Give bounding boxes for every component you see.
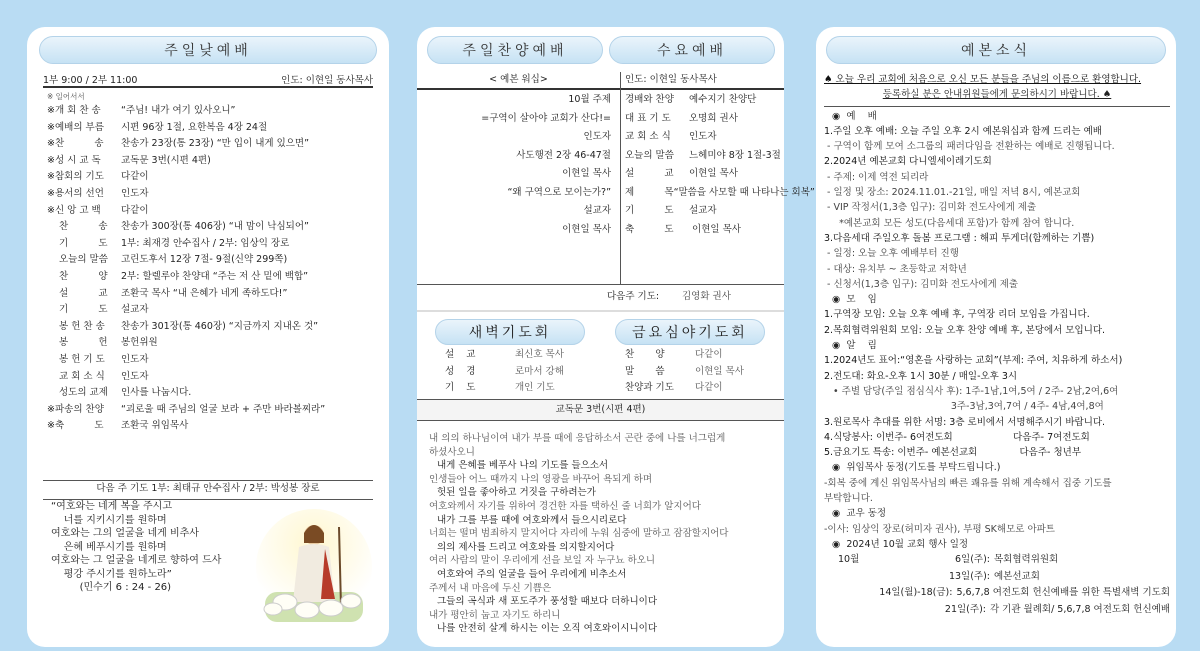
news-item: - 일정 및 장소: 2024.11.01.-21일, 매일 저녁 8시, 예본교회 <box>824 187 1081 199</box>
schedule-date: 14일(월)-18(금): <box>879 587 953 599</box>
order-value: “주님! 내가 여기 있사오니” <box>121 105 236 116</box>
prayer-value: 개인 기도 <box>515 382 555 394</box>
order-value: 2부: 할렐루야 찬양대 “주는 저 산 밑에 백합” <box>121 270 309 282</box>
order-value: 조환국 위임목사 <box>121 420 189 432</box>
news-item: 1.구역장 모임: 오늘 오후 예배 후, 구역장 리더 모임을 가집니다. <box>824 309 1090 321</box>
october-schedule <box>824 552 1170 618</box>
wednesday-item <box>625 91 784 110</box>
responsive-reading <box>429 432 775 636</box>
shepherd-illustration <box>255 507 373 627</box>
reading-line: 헛된 일을 좋아하고 거짓을 구하려는가 <box>437 487 596 499</box>
reading-line: 여러 사람의 말이 우리에게 선을 보일 자 누구뇨 하오니 <box>429 555 656 567</box>
verse-line: 평강 주시기를 원하노라” <box>51 568 172 580</box>
divider <box>824 106 1170 107</box>
reading-line: 내 의의 하나님이여 내가 부를 때에 응답하소서 곤란 중에 나를 너그럽게 <box>429 433 726 444</box>
schedule-item <box>824 552 1170 569</box>
prayer-value: 다같이 <box>695 382 723 394</box>
evening-item: 이현일 목사 <box>562 223 611 235</box>
worship-time-row <box>43 72 373 86</box>
news-item: - 일정: 오늘 오후 예배부터 진행 <box>824 248 959 260</box>
schedule-event: 예본선교회 <box>994 570 1040 582</box>
next-prayer-name: 김영화 권사 <box>682 291 731 302</box>
order-item <box>47 136 377 153</box>
wednesday-label: 경배와 찬양 <box>625 94 674 105</box>
prayer-item <box>445 347 595 364</box>
order-item <box>47 319 377 336</box>
news-item: • 주별 담당(주일 점심식사 후): 1주-1남,1여,5여 / 2주- 2남,2여,6여 <box>824 385 1119 397</box>
order-item <box>47 203 377 220</box>
news-section-heading: ◉ 2024년 10월 교회 행사 일정 <box>832 538 969 550</box>
divider <box>417 310 784 312</box>
news-section-heading: ◉ 예 배 <box>832 110 877 122</box>
welcome-line-1: ♠ 오늘 우리 교회에 처음으로 오신 모든 분들을 주님의 이름으로 환영합니다. <box>824 74 1142 85</box>
order-value: 찬송가 300장(통 406장) “내 맘이 낙심되어” <box>121 221 309 233</box>
news-section-heading: ◉ 알 림 <box>832 340 877 352</box>
order-label: ※성 시 교 독 <box>47 154 101 166</box>
verse-line: 너를 지키시기를 원하며 <box>51 514 167 526</box>
news-item: 2.2024년 예본교회 다니엘세이레기도회 <box>824 156 992 168</box>
schedule-event: 목회협력위원회 <box>994 554 1059 566</box>
order-value: 교독문 3번(시편 4편) <box>121 154 211 166</box>
prayer-value: 이현일 목사 <box>695 365 744 377</box>
reading-line: 주께서 내 마음에 두신 기쁨은 <box>429 582 552 594</box>
verse-line: 은혜 베푸시기를 원하며 <box>51 541 167 553</box>
schedule-event: 각 기관 월례회/ 5,6,7,8 여전도회 헌신예배 <box>989 603 1170 615</box>
wednesday-value: 이현일 목사 <box>689 223 741 235</box>
order-value: 인도자 <box>121 370 149 382</box>
order-item <box>47 252 377 269</box>
wednesday-label: 오늘의 말씀 <box>625 149 674 161</box>
prayer-label: 성 경 <box>445 365 476 377</box>
news-item: 4.식당봉사: 이번주- 6여전도회 다음주- 7여전도회 <box>824 431 1090 443</box>
schedule-month <box>824 602 863 619</box>
order-item <box>47 418 377 435</box>
order-label: 봉 헌 찬 송 <box>59 320 105 332</box>
news-item: - 주제: 이제 역전 되리라 <box>824 171 929 183</box>
news-item: 1.2024년도 표어:“영혼을 사랑하는 교회”(부제: 주여, 치유하게 하소서) <box>824 355 1123 367</box>
news-item: - 대상: 유치부 ~ 초등학교 저학년 <box>824 263 967 275</box>
order-item <box>47 352 377 369</box>
order-label: 봉 헌 <box>59 337 108 349</box>
reading-line: 인생들아 어느 때까지 나의 영광을 바꾸어 욕되게 하며 <box>429 473 653 485</box>
order-value: “괴로울 때 주님의 얼굴 보라 + 주만 바라볼찌라” <box>121 403 326 415</box>
order-label: 찬 송 <box>59 221 108 233</box>
worship-time: 1부 9:00 / 2부 11:00 <box>43 75 138 86</box>
order-label: 설 교 <box>59 287 108 299</box>
next-prayer-label: 다음주 기도: <box>607 291 660 302</box>
standing-note: ※ 일어서서 <box>47 92 85 101</box>
schedule-item <box>824 602 1170 619</box>
friday-prayer-list <box>625 347 775 397</box>
reading-line: 여호와여 주의 얼굴을 들어 우리에게 비추소서 <box>437 568 627 580</box>
news-item: 3.다음세대 주일오후 돌봄 프로그램 : 해피 투게더(함께하는 기쁨) <box>824 232 1095 244</box>
reading-line: 내가 그를 부를 때에 여호와께서 들으시리로다 <box>437 514 627 526</box>
wednesday-label: 기 도 <box>625 205 674 216</box>
prayer-label: 말 씀 <box>625 365 665 377</box>
order-of-worship <box>47 91 377 435</box>
order-value: 고린도후서 12장 7절- 9절(신약 299쪽) <box>121 254 288 266</box>
order-item <box>47 286 377 303</box>
wednesday-item <box>625 128 784 147</box>
evening-item: 이현일 목사 <box>562 168 611 179</box>
order-label: ※파송의 찬양 <box>47 403 104 415</box>
order-label: ※참회의 기도 <box>47 171 104 183</box>
evening-item: 10월 주제 <box>568 94 611 105</box>
order-item <box>47 186 377 203</box>
prayer-value: 로마서 강해 <box>515 365 564 377</box>
verse-line: (민수기 6 : 24 - 26) <box>51 582 172 593</box>
reading-line: 여호와께서 자기를 위하여 경건한 자를 택하신 줄 너희가 알지어다 <box>429 500 701 512</box>
order-value: 조환국 목사 “내 은혜가 네게 족하도다!” <box>121 287 288 299</box>
wednesday-value: 예수지기 찬양단 <box>689 94 757 105</box>
church-news-panel <box>816 27 1176 647</box>
reading-line: 하셨사오니 <box>429 446 475 458</box>
order-label: 오늘의 말씀 <box>59 254 108 266</box>
wednesday-value: 오명희 권사 <box>689 112 738 124</box>
dawn-prayer-list <box>445 347 595 397</box>
evening-item: “왜 구역으로 모이는가?” <box>507 186 611 198</box>
news-item: 1.주일 오후 예배: 오늘 주일 오후 2시 예본워십과 함께 드리는 예배 <box>824 125 1102 137</box>
order-value: 시편 96장 1절, 요한복음 4장 24절 <box>121 121 268 133</box>
news-item: - VIP 작정서(1,3층 입구): 김미화 전도사에게 제출 <box>824 202 1037 214</box>
schedule-month <box>824 585 858 602</box>
wednesday-label: 축 도 <box>625 223 674 235</box>
order-value: 인도자 <box>121 187 149 199</box>
verse-line: 여호와는 그 얼굴을 네게로 향하여 드사 <box>51 555 222 566</box>
prayer-label: 기 도 <box>445 382 476 394</box>
order-label: 성도의 교제 <box>59 387 108 399</box>
welcome-line-2: 등록하실 분은 안내위원들에게 문의하시기 바랍니다. ♠ <box>882 89 1112 101</box>
prayer-item <box>625 347 775 364</box>
order-label: ※예배의 부름 <box>47 121 104 133</box>
responsive-reading-title: 교독문 3번(시편 4편) <box>555 404 646 415</box>
benediction-verse <box>51 500 221 595</box>
panel-title-wednesday: 수요예배 <box>609 36 775 64</box>
evening-worship-panel <box>417 27 815 647</box>
news-item: 부탁합니다. <box>824 493 873 505</box>
news-item: *예본교회 모든 성도(다음세대 포함)가 함께 참여 합니다. <box>824 217 1075 229</box>
order-item <box>47 219 377 236</box>
prayer-item <box>445 364 595 381</box>
schedule-item <box>824 585 1170 602</box>
panel-title: 주일낮예배 <box>39 36 377 64</box>
news-item: 2.목회협력위원회 모임: 오늘 오후 찬양 예배 후, 본당에서 모입니다. <box>824 324 1106 336</box>
wednesday-item <box>625 110 784 129</box>
order-item <box>47 153 377 170</box>
wednesday-label: 대 표 기 도 <box>625 112 671 124</box>
evening-item: 인도자 <box>583 131 611 142</box>
news-section-heading: ◉ 모 임 <box>832 294 877 306</box>
wednesday-item <box>625 184 815 203</box>
verse-line: “여호와는 네게 복을 주시고 <box>51 501 172 512</box>
prayer-label: 찬양과 기도 <box>625 382 674 394</box>
reading-line: 의의 제사를 드리고 여호와를 의지할지어다 <box>437 541 615 553</box>
reading-line: 너희는 떨며 범죄하지 말지어다 자리에 누워 심중에 말하고 잠잠할지어다 <box>429 528 729 540</box>
prayer-label: 찬 양 <box>625 349 665 360</box>
order-item <box>47 236 377 253</box>
prayer-value: 다같이 <box>695 349 723 360</box>
prayer-item <box>625 380 775 397</box>
order-label: ※용서의 선언 <box>47 187 104 199</box>
dawn-prayer-title: 새벽기도회 <box>435 319 585 345</box>
order-value: 다같이 <box>121 171 149 183</box>
news-item: 3.원로목사 추대를 위한 서명: 3층 로비에서 서명해주시기 바랍니다. <box>824 416 1106 428</box>
news-item: 5.금요기도 특송: 이번주- 예본선교회 다음주- 청년부 <box>824 447 1082 459</box>
panel-title: 예본소식 <box>826 36 1166 64</box>
schedule-item <box>824 569 1170 586</box>
order-value: 찬송가 23장(통 23장) “만 입이 내게 있으면” <box>121 138 310 150</box>
divider <box>417 88 784 90</box>
wednesday-label: 교 회 소 식 <box>625 131 671 142</box>
order-value: 봉헌위원 <box>121 337 158 349</box>
evening-item: =구역이 살아야 교회가 산다!= <box>481 112 611 124</box>
wednesday-value: “말씀을 사모할 때 나타나는 회복” <box>673 186 815 198</box>
divider <box>417 284 784 285</box>
wednesday-label: 제 목 <box>625 186 674 198</box>
reading-line: 나를 안전히 살게 하시는 이는 오직 여호와이시니이다 <box>437 623 658 635</box>
news-item: 3주-3남,3여,7여 / 4주- 4남,4여,8여 <box>824 401 1104 413</box>
order-label: 기 도 <box>59 237 108 249</box>
wednesday-value: 인도자 <box>689 131 717 142</box>
order-label: 찬 양 <box>59 270 108 282</box>
schedule-event: 5,6,7,8 여전도회 헌신예배를 위한 특별새벽 기도회 <box>956 587 1170 599</box>
order-label: ※찬 송 <box>47 138 104 150</box>
wednesday-value: 느헤미야 8장 1절-3절 <box>689 149 781 161</box>
wednesday-item <box>625 147 784 166</box>
order-label: 교 회 소 식 <box>59 370 105 382</box>
panel-title-sunday-praise: 주일찬양예배 <box>427 36 603 64</box>
order-label: 봉 헌 기 도 <box>59 353 105 365</box>
wednesday-value: 설교자 <box>689 205 717 216</box>
friday-prayer-title: 금요심야기도회 <box>615 319 765 345</box>
wednesday-leader: 인도: 이현일 동사목사 <box>625 74 717 85</box>
order-value: 1부: 최재경 안수집사 / 2부: 임상익 장로 <box>121 237 290 249</box>
order-item <box>47 369 377 386</box>
worship-leader: 인도: 이현일 동사목사 <box>281 75 373 86</box>
reading-line: 내가 평안히 눕고 자기도 하리니 <box>429 609 561 621</box>
prayer-item <box>445 380 595 397</box>
reading-line: 내게 은혜를 베푸사 나의 기도를 들으소서 <box>437 460 609 472</box>
evening-item: 설교자 <box>583 205 611 216</box>
order-value: 설교자 <box>121 304 149 316</box>
worship-sub: < 예본 워십> <box>489 74 548 85</box>
wednesday-label: 설 교 <box>625 168 674 179</box>
order-item <box>47 103 377 120</box>
news-list <box>824 72 1170 619</box>
news-item: - 신청서(1,3층 입구): 김미화 전도사에게 제출 <box>824 278 1019 290</box>
news-item: 2.전도대: 화요-오후 1시 30분 / 매일-오후 3시 <box>824 370 1018 382</box>
wednesday-item <box>625 165 784 184</box>
news-section-heading: ◉ 교우 동정 <box>832 508 887 520</box>
order-value: 찬송가 301장(통 460장) “지금까지 지내온 것” <box>121 320 319 332</box>
news-section-heading: ◉ 위임목사 동정(기도를 부탁드립니다.) <box>832 462 1001 474</box>
next-week-prayer: 다음 주 기도 1부: 최태규 안수집사 / 2부: 박성봉 장로 <box>96 483 320 494</box>
schedule-month <box>824 569 864 586</box>
order-label: 기 도 <box>59 304 108 316</box>
prayer-item <box>625 364 775 381</box>
schedule-date: 13일(주): <box>948 570 990 582</box>
order-label: ※신 앙 고 백 <box>47 204 101 216</box>
order-item <box>47 269 377 286</box>
news-item: -이사: 임상익 장로(허미자 권사), 부평 SK해모로 아파트 <box>824 523 1055 535</box>
sunday-worship-panel <box>27 27 389 647</box>
wednesday-value: 이현일 목사 <box>689 168 738 179</box>
order-value: 인도자 <box>121 353 149 365</box>
prayer-value: 최신호 목사 <box>515 349 564 360</box>
order-item <box>47 302 377 319</box>
order-value: 인사를 나눕시다. <box>121 387 192 399</box>
order-label: ※개 회 찬 송 <box>47 105 101 116</box>
worship-table <box>417 91 815 291</box>
wednesday-item <box>625 221 784 240</box>
schedule-month: 10월 <box>838 554 860 566</box>
order-value: 다같이 <box>121 204 149 216</box>
news-item: -회복 중에 계신 위임목사님의 빠른 쾌유를 위해 계속해서 집중 기도를 <box>824 477 1112 489</box>
prayer-label: 설 교 <box>445 349 476 360</box>
order-item <box>47 169 377 186</box>
divider <box>43 86 373 88</box>
order-item <box>47 402 377 419</box>
schedule-date: 6일(주): <box>954 554 990 566</box>
order-label: ※축 도 <box>47 420 104 432</box>
order-item <box>47 335 377 352</box>
schedule-date: 21일(주): <box>944 603 986 615</box>
verse-line: 여호와는 그의 얼굴을 네게 비추사 <box>51 528 199 539</box>
news-item: - 구역이 함께 모여 소그룹의 패러다임을 전환하는 예배로 진행됩니다. <box>824 141 1115 153</box>
wednesday-item <box>625 202 784 221</box>
order-item <box>47 120 377 137</box>
reading-line: 그들의 곡식과 새 포도주가 풍성할 때보다 더하니이다 <box>437 596 658 608</box>
evening-item: 사도행전 2장 46-47절 <box>516 149 611 161</box>
order-item <box>47 385 377 402</box>
